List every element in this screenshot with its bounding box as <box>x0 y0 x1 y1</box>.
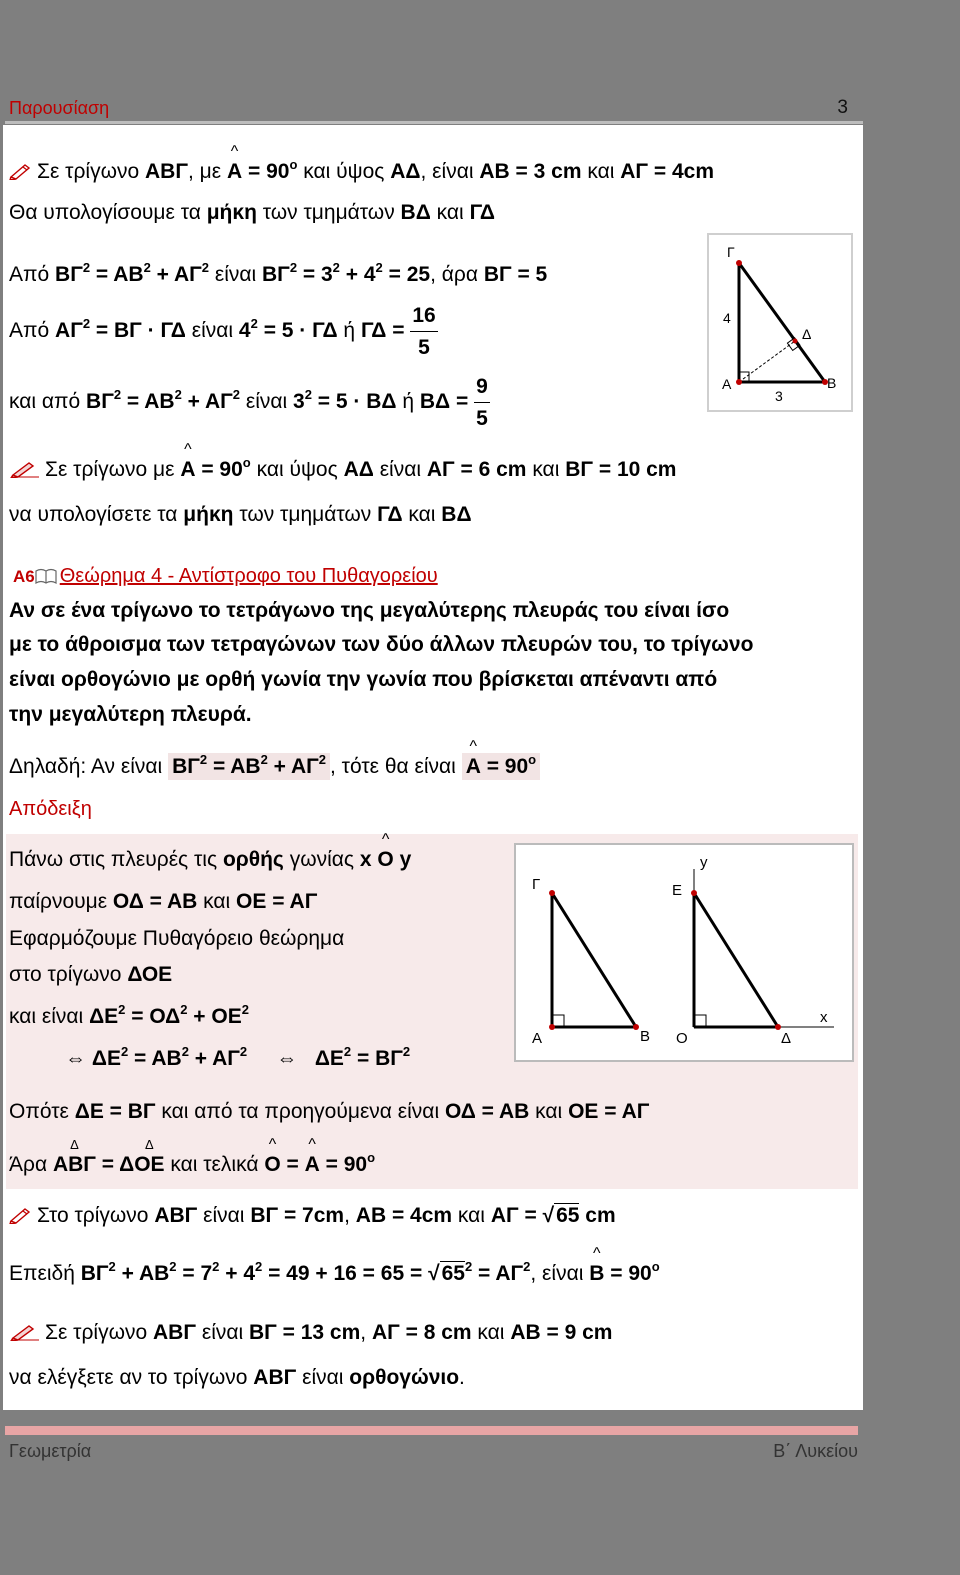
svg-text:Β: Β <box>640 1028 651 1045</box>
proof-line3: Εφαρμόζουμε Πυθαγόρειο θεώρημα <box>9 927 345 950</box>
exercise2-line2: να ελέγξετε αν το τρίγωνο ΑΒΓ είναι ορθογώνιο. <box>9 1366 465 1389</box>
proof-label: Απόδειξη <box>9 798 92 820</box>
svg-text:Α: Α <box>532 1030 543 1047</box>
triangle-abg-diagram <box>709 235 851 410</box>
theorem-line1: Αν σε ένα τρίγωνο το τετράγωνο της μεγαλύτερης πλευράς του είναι ίσο <box>9 599 730 622</box>
svg-text:x: x <box>820 1009 828 1026</box>
example1-line2: Θα υπολογίσουμε τα μήκη των τμημάτων ΒΔ και ΓΔ <box>9 201 495 224</box>
proof-line4: στο τρίγωνο ΔΟΕ <box>9 963 173 986</box>
example1-line3: Από $B\Gamma^2 = AB^2 + A\Gamma^2$ είναι $B\Gamma^2 = 3^2 + 4^2 = 25$, άρα ΒΓ = 5 <box>9 260 548 286</box>
proof-line5: και είναι $\Delta E^2 = O\Delta^2 + OE^2$ <box>9 1002 249 1028</box>
theorem-line3: είναι ορθογώνιο με ορθή γωνία την γωνία που βρίσκεται απέναντι από <box>9 668 718 691</box>
pencil-icon <box>9 1323 41 1341</box>
theorem-heading: Α6 Θεώρημα 4 - Αντίστροφο του Πυθαγορείου <box>13 565 438 587</box>
proof-line1: Πάνω στις πλευρές τις ορθής γωνίας x ^ Ο y <box>9 848 411 872</box>
svg-text:Δ: Δ <box>781 1030 792 1047</box>
example2-line1: Στο τρίγωνο ΑΒΓ είναι ΒΓ = 7cm, ΑΒ = 4cm και ΑΓ = √65 cm <box>9 1204 616 1228</box>
right-triangle-figure <box>707 233 853 412</box>
proof-line7: Οπότε ΔΕ = ΒΓ και από τα προηγούμενα είναι ΟΔ = ΑΒ και ΟΕ = ΑΓ <box>9 1100 650 1123</box>
exercise1-line2: να υπολογίσετε τα μήκη των τμημάτων ΓΔ και ΒΔ <box>9 503 472 526</box>
page-header <box>0 0 960 122</box>
svg-text:y: y <box>700 854 708 871</box>
fraction-gd: $\frac{16}{5}$ <box>410 300 437 363</box>
svg-text:4: 4 <box>723 310 731 326</box>
proof-figure <box>514 843 854 1062</box>
example2-line2: Επειδή $B\Gamma^2 + AB^2 = 7^2 + 4^2 = 49 + 16 = 65 = √65^2 = A\Gamma^2$, είναι ^ $B = 90^o$ <box>9 1262 660 1286</box>
proof-line2: παίρνουμε ΟΔ = ΑΒ και ΟΕ = ΑΓ <box>9 890 318 913</box>
pencil-icon <box>9 460 41 478</box>
svg-text:Β: Β <box>827 375 837 391</box>
svg-text:Α: Α <box>722 376 732 392</box>
svg-text:Ε: Ε <box>672 882 683 899</box>
svg-text:Γ: Γ <box>532 876 541 893</box>
footer-grade: Β΄ Λυκείου <box>773 1441 858 1461</box>
theorem-title: Θεώρημα 4 - Αντίστροφο του Πυθαγορείου <box>59 565 438 587</box>
proof-line8: Άρα Δ ΑΒΓ = ΔΔ ΟΕ και τελικά ^ Ο = ^ $A = 90^o$ <box>9 1153 375 1177</box>
theorem-statement: Δηλαδή: Αν είναι $B\Gamma^2 = AB^2 + A\Gamma^2$ , τότε θα είναι ^ $A = 90^o$ <box>9 755 540 779</box>
pencil-icon <box>9 1206 33 1224</box>
pencil-icon <box>9 162 33 180</box>
page-number: 3 <box>837 97 848 118</box>
header-divider <box>5 121 863 124</box>
section-title: Παρουσίαση <box>9 98 110 118</box>
proof-line6: ⇔ $\Delta E^2 = AB^2 + A\Gamma^2$ ⇔ $\Delta E^2 = B\Gamma^2$ <box>65 1044 411 1070</box>
theorem-line4: την μεγαλύτερη πλευρά. <box>9 703 252 726</box>
svg-text:Γ: Γ <box>727 244 735 260</box>
example1-line5: και από $B\Gamma^2 = AB^2 + A\Gamma^2$ είναι $3^2 = 5 \cdot B\Delta$ ή ΒΔ = $\frac{9}{5}$ <box>9 371 490 434</box>
fraction-bd: $\frac{9}{5}$ <box>474 371 490 434</box>
exercise2-line1: Σε τρίγωνο ΑΒΓ είναι ΒΓ = 13 cm, ΑΓ = 8 cm και ΑΒ = 9 cm <box>9 1321 612 1345</box>
theorem-line2: με το άθροισμα των τετραγώνων των δύο άλλων πλευρών του, το τρίγωνο <box>9 633 754 656</box>
page-content <box>3 125 863 1410</box>
svg-text:Ο: Ο <box>676 1030 688 1047</box>
exercise1-line1: Σε τρίγωνο με ^ $A = 90^o$ και ύψος ΑΔ είναι ΑΓ = 6 cm και ΒΓ = 10 cm <box>9 458 676 482</box>
svg-text:3: 3 <box>775 388 783 404</box>
svg-text:Δ: Δ <box>802 326 812 342</box>
two-triangles-diagram <box>516 845 852 1060</box>
footer-band <box>5 1426 858 1435</box>
example1-line1: Σε τρίγωνο ΑΒΓ, με ^ $A = 90^o$ και ύψος ΑΔ, είναι ΑΒ = 3 cm και ΑΓ = 4cm <box>9 160 714 184</box>
book-icon <box>35 568 57 584</box>
footer-subject: Γεωμετρία <box>9 1441 92 1461</box>
example1-line4: Από $A\Gamma^2 = B\Gamma \cdot \Gamma\Delta$ είναι $4^2 = 5 \cdot \Gamma\Delta$ ή ΓΔ = $\frac{16}{5}$ <box>9 300 438 363</box>
